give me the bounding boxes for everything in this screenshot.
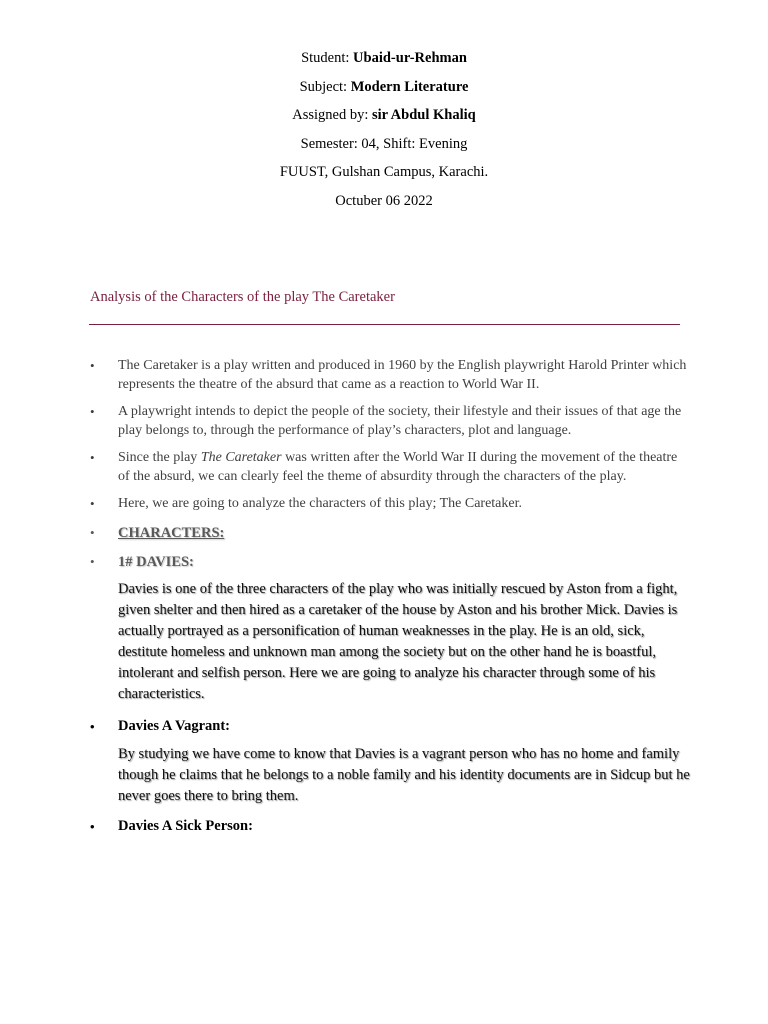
semester-line: Semester: 04, Shift: Evening bbox=[300, 135, 468, 152]
bullet-text: Here, we are going to analyze the characters of this play; The Caretaker. bbox=[118, 496, 523, 511]
subject-name: Modern Literature bbox=[350, 78, 469, 95]
bullet-icon: • bbox=[90, 450, 95, 465]
bullet-item bbox=[90, 494, 690, 513]
date-line: Octuber 06 2022 bbox=[335, 192, 433, 209]
bullet-icon: • bbox=[90, 525, 95, 540]
bullet-item bbox=[90, 448, 690, 486]
student-line bbox=[0, 44, 768, 73]
bullet-icon: • bbox=[90, 358, 95, 373]
characters-heading: CHARACTERS: bbox=[118, 525, 225, 541]
student-label: Student: bbox=[301, 50, 350, 66]
bullet-icon: • bbox=[90, 554, 95, 569]
sick-heading: Davies A Sick Person: bbox=[118, 818, 253, 834]
bullet-item bbox=[90, 402, 690, 440]
sick-heading-item bbox=[90, 817, 690, 836]
bullet-icon: • bbox=[90, 719, 95, 734]
davies-heading: 1# DAVIES: bbox=[118, 554, 194, 570]
institution-line: FUUST, Gulshan Campus, Karachi. bbox=[279, 164, 489, 181]
davies-paragraph: Davies is one of the three characters of the play who was initially rescued by Aston from a fight, given shelter and then hired as a caretaker of the house by Aston and his brother Mick. Davies is actually portrayed as a personification of human weaknesses in the play. He is an old, sick, destitute homeless and unknown man among the society but on the other hand he is boastful, intolerant and selfish person. Here we are going to analyze his character through some of his characteristics. bbox=[118, 581, 678, 702]
characters-heading-item bbox=[90, 523, 690, 543]
document-body bbox=[90, 356, 690, 836]
student-name: Ubaid-ur-Rehman bbox=[353, 50, 467, 66]
vagrant-heading-item bbox=[90, 717, 690, 736]
document-header bbox=[0, 44, 768, 216]
subject-label: Subject: bbox=[299, 78, 348, 95]
bullet-text-pre: Since the play bbox=[118, 450, 201, 465]
bullet-text bbox=[118, 450, 677, 484]
bullet-item bbox=[90, 356, 690, 394]
assigned-name: sir Abdul Khaliq bbox=[372, 107, 476, 124]
vagrant-heading: Davies A Vagrant: bbox=[118, 718, 230, 734]
subject-line bbox=[0, 73, 768, 102]
section-title: Analysis of the Characters of the play The Caretaker bbox=[90, 289, 395, 305]
bullet-icon: • bbox=[90, 496, 95, 511]
bullet-text: The Caretaker is a play written and produced in 1960 by the English playwright Harold Printer which represents the theatre of the absurd that came as a reaction to World War II. bbox=[118, 358, 687, 392]
vagrant-paragraph: By studying we have come to know that Davies is a vagrant person who has no home and family though he claims that he belongs to a noble family and his identity documents are in Sidcup but he never goes there to bring them. bbox=[118, 746, 690, 804]
bullet-icon: • bbox=[90, 819, 95, 834]
bullet-text: A playwright intends to depict the people of the society, their lifestyle and their issues of that age the play belongs to, through the performance of play’s characters, plot and language. bbox=[118, 404, 682, 438]
play-title-italic: The Caretaker bbox=[200, 450, 282, 465]
bullet-text-post: was written after the World War II during the movement of the theatre of the absurd, we can clearly feel the theme of absurdity through the characters of the play. bbox=[118, 450, 678, 484]
title-divider bbox=[89, 324, 680, 325]
bullet-icon: • bbox=[90, 404, 95, 419]
assigned-line bbox=[0, 101, 768, 130]
assigned-label: Assigned by: bbox=[292, 107, 369, 124]
davies-heading-item bbox=[90, 552, 690, 572]
